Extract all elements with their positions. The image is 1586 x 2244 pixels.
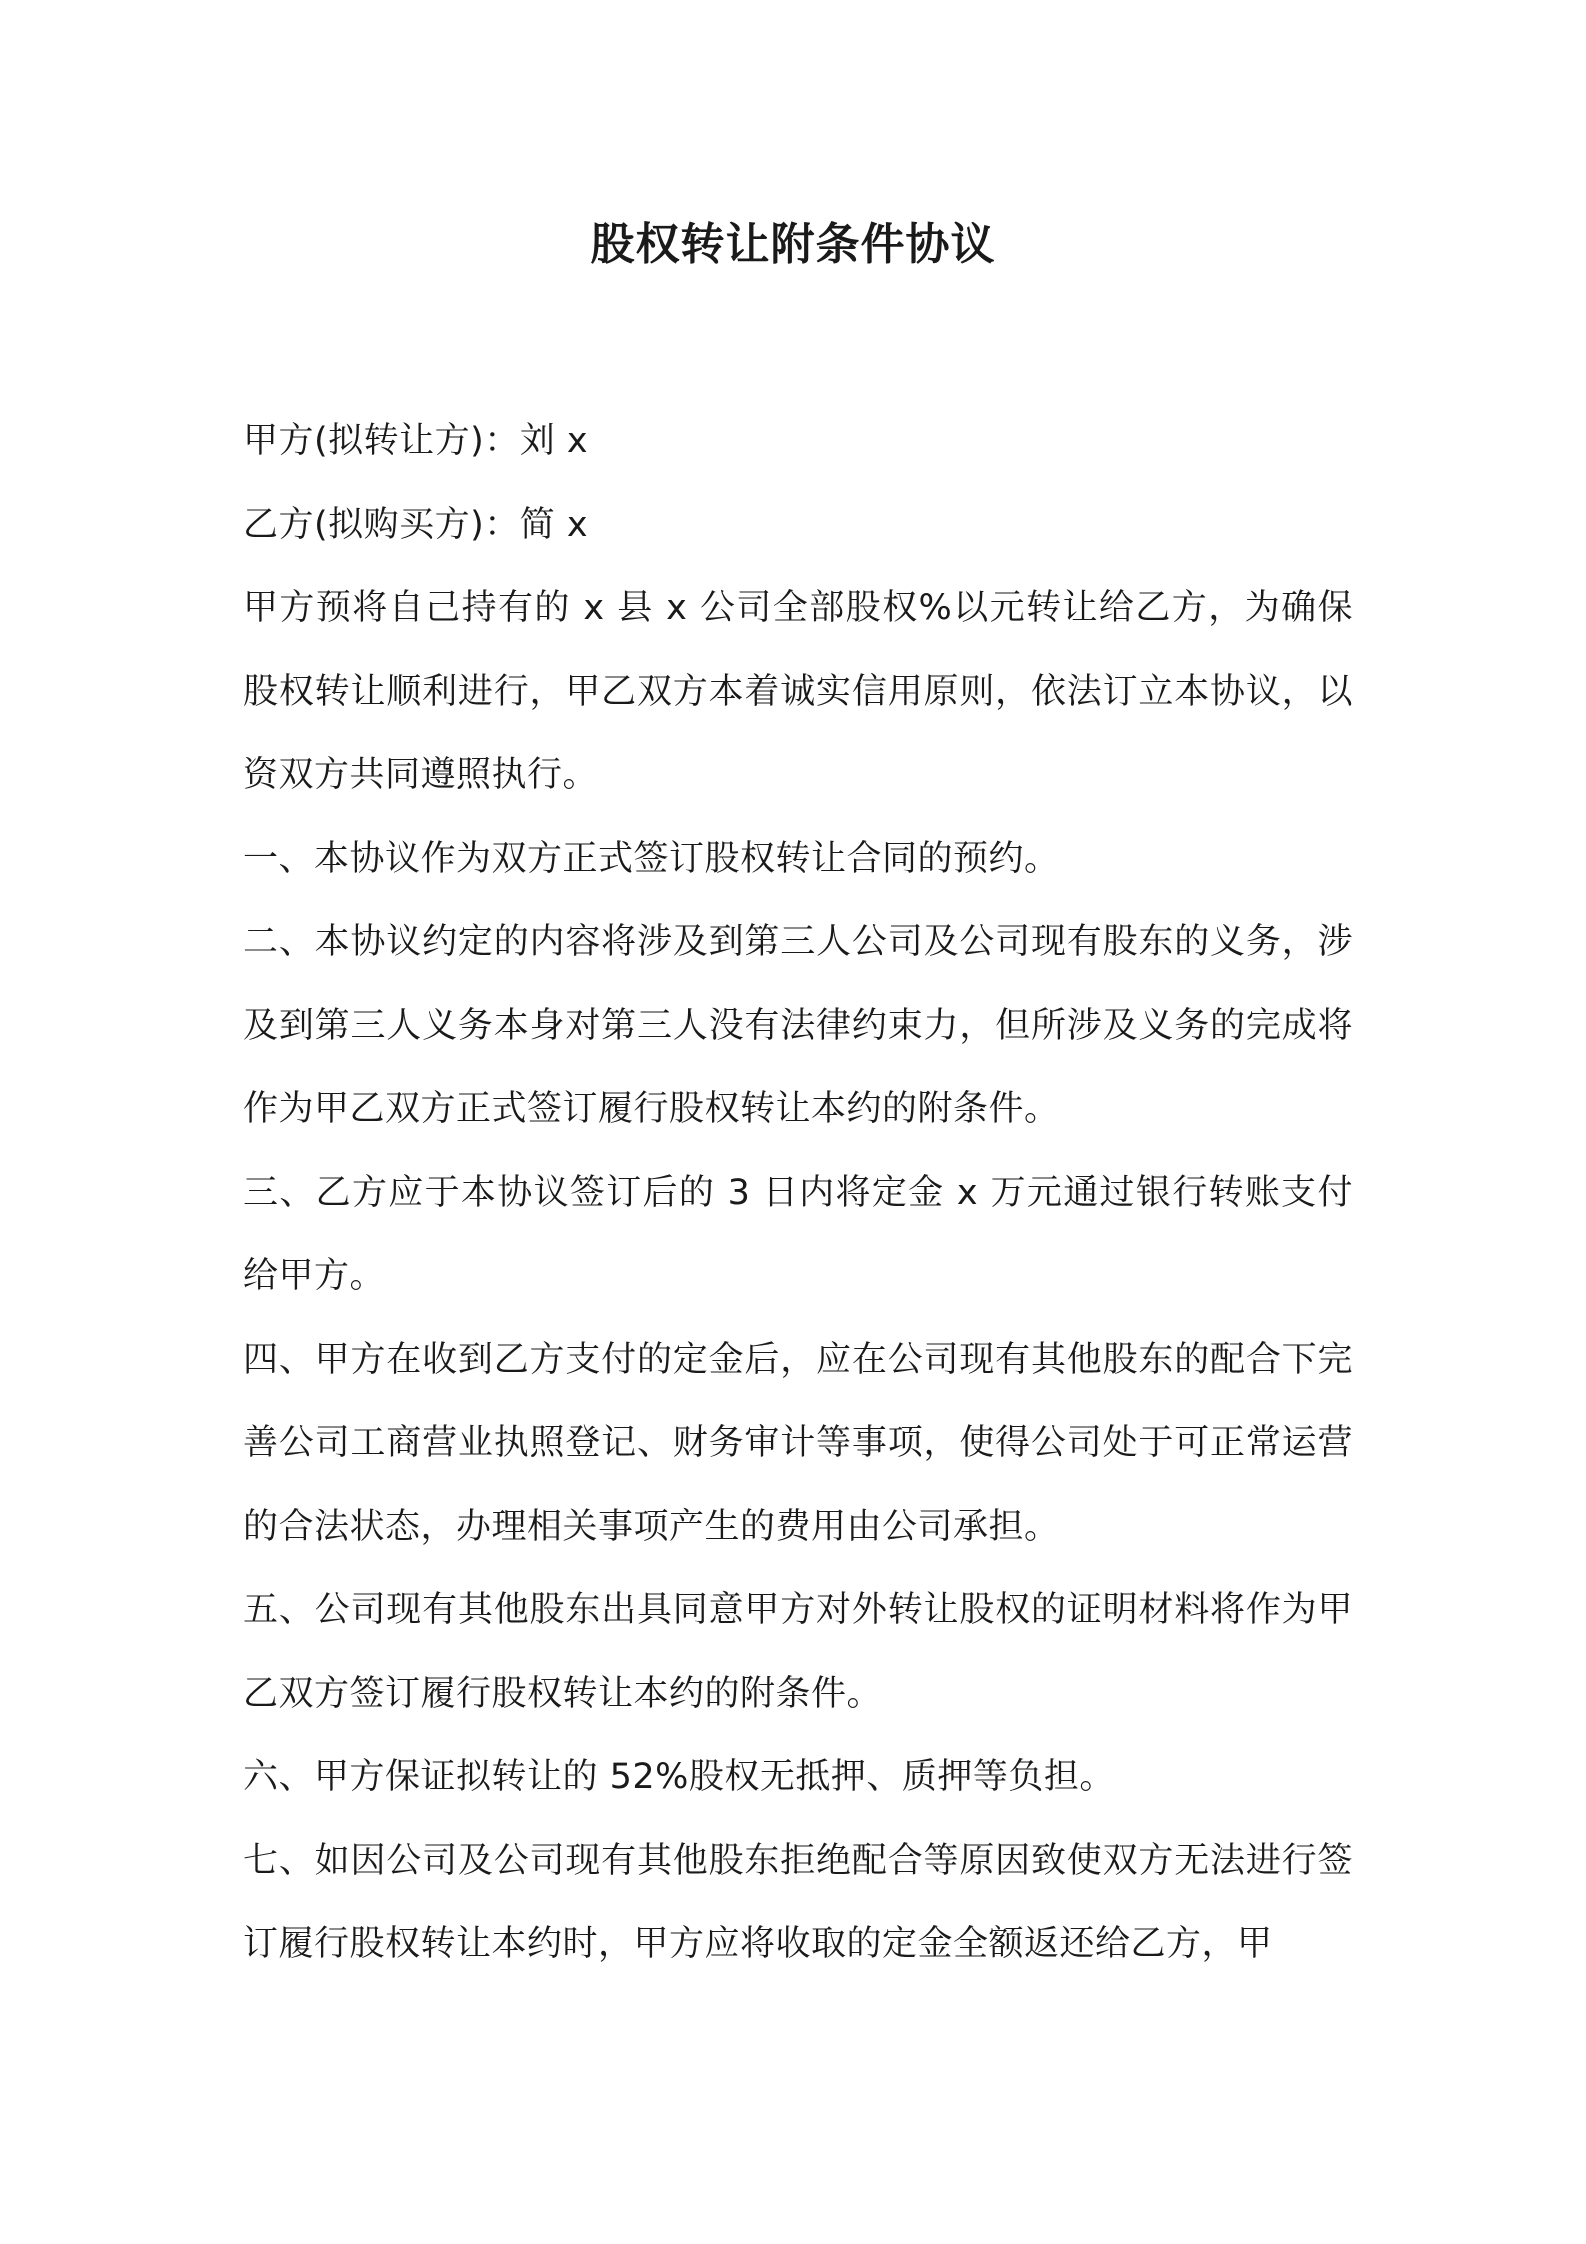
document-title: 股权转让附条件协议	[590, 219, 996, 270]
clause-6: 六、甲方保证拟转让的 52%股权无抵押、质押等负担。	[243, 1757, 1115, 1797]
preamble-paragraph: 甲方预将自己持有的 x 县 x 公司全部股权%以元转让给乙方，为确保股权转让顺利进行，甲乙双方本着诚实信用原则，依法订立本协议，以资双方共同遵照执行。	[243, 588, 1353, 795]
clause-2: 二、本协议约定的内容将涉及到第三人公司及公司现有股东的义务，涉及到第三人义务本身对第三人没有法律约束力，但所涉及义务的完成将作为甲乙双方正式签订履行股权转让本约的附条件。	[243, 922, 1353, 1129]
clause-1: 一、本协议作为双方正式签订股权转让合同的预约。	[243, 838, 1060, 879]
party-b-line: 乙方(拟购买方)：简 x	[243, 504, 589, 545]
clause-3: 三、乙方应于本协议签订后的 3 日内将定金 x 万元通过银行转账支付给甲方。	[243, 1172, 1353, 1296]
document-body	[243, 400, 1353, 1987]
clause-5: 五、公司现有其他股东出具同意甲方对外转让股权的证明材料将作为甲乙双方签订履行股权转让本约的附条件。	[243, 1590, 1353, 1714]
clause-4: 四、甲方在收到乙方支付的定金后，应在公司现有其他股东的配合下完善公司工商营业执照登记、财务审计等事项，使得公司处于可正常运营的合法状态，办理相关事项产生的费用由公司承担。	[243, 1339, 1353, 1547]
clause-7: 七、如因公司及公司现有其他股东拒绝配合等原因致使双方无法进行签订履行股权转让本约时，甲方应将收取的定金全额返还给乙方，甲	[243, 1840, 1353, 1964]
party-a-line: 甲方(拟转让方)：刘 x	[243, 421, 589, 461]
